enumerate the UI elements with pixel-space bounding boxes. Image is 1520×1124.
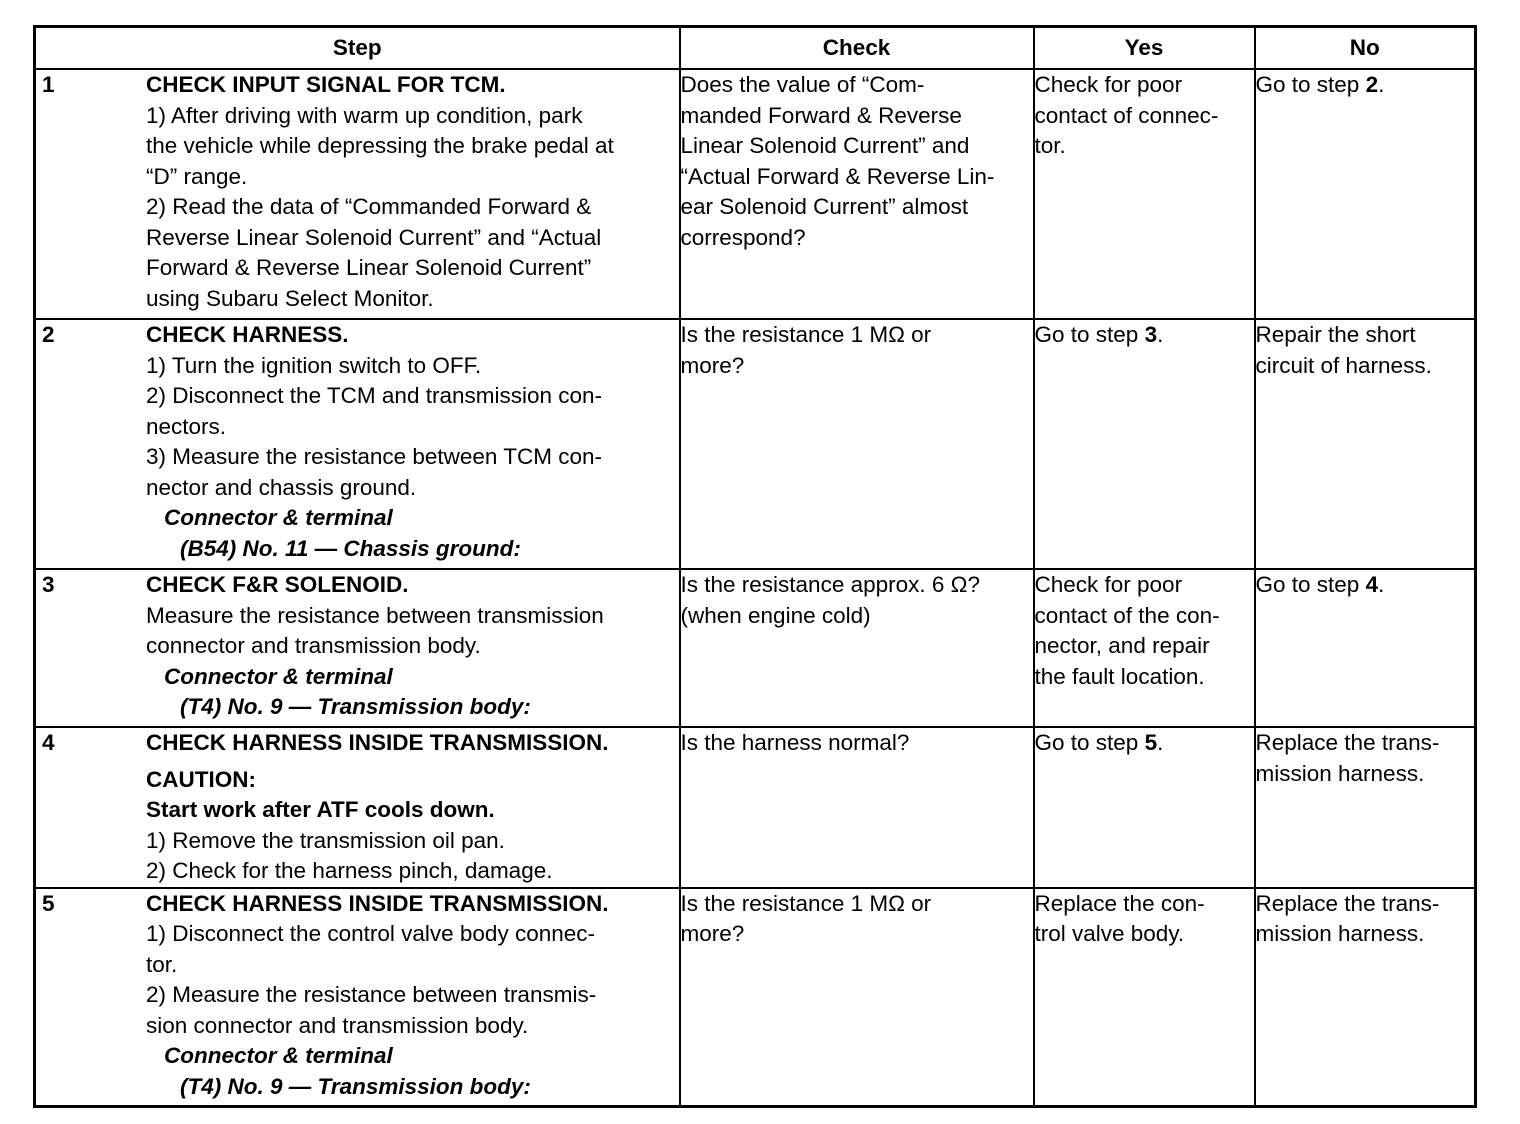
table-row <box>35 569 1476 727</box>
step-line: 1) Turn the ignition switch to OFF. <box>146 352 482 378</box>
goto-suffix: . <box>1378 72 1385 97</box>
no-cell <box>1255 888 1476 1107</box>
step-line: 1) After driving with warm up condition, park <box>146 102 583 128</box>
step-cell <box>35 69 680 319</box>
step-title: CHECK HARNESS INSIDE TRANSMISSION. <box>146 890 609 916</box>
yes-cell <box>1034 569 1255 727</box>
yes-line: Check for poor <box>1034 72 1183 97</box>
check-cell <box>680 69 1034 319</box>
yes-cell <box>1034 727 1255 888</box>
no-cell <box>1255 569 1476 727</box>
step-line: sion connector and transmission body. <box>146 1012 529 1038</box>
header-step: Step <box>35 27 680 70</box>
step-number: 3 <box>42 572 55 597</box>
no-goto <box>1256 70 1475 101</box>
no-cell <box>1255 319 1476 569</box>
step-line: Measure the resistance between transmission <box>146 602 604 628</box>
goto-text: Go to step <box>1034 322 1145 347</box>
goto-suffix: . <box>1157 322 1164 347</box>
yes-line: nector, and repair <box>1034 633 1210 658</box>
spec-value: (T4) No. 9 — Transmission body: <box>180 1073 531 1099</box>
check-cell <box>680 569 1034 727</box>
step-title: CHECK HARNESS. <box>146 322 349 347</box>
yes-cell <box>1034 69 1255 319</box>
header-yes: Yes <box>1034 27 1255 70</box>
step-line: connector and transmission body. <box>146 633 481 658</box>
check-line: Is the harness normal? <box>680 730 910 755</box>
table-row <box>35 319 1476 569</box>
step-line: 2) Disconnect the TCM and transmission con- <box>146 383 603 408</box>
yes-line: trol valve body. <box>1034 921 1185 946</box>
no-cell <box>1255 727 1476 888</box>
yes-line: contact of the con- <box>1034 602 1220 628</box>
check-cell <box>680 319 1034 569</box>
step-line: “D” range. <box>146 163 248 189</box>
header-row <box>35 27 1476 70</box>
step-title: CHECK F&R SOLENOID. <box>146 572 409 597</box>
step-cell <box>35 727 680 888</box>
goto-step-number: 2 <box>1365 72 1379 97</box>
no-line: mission harness. <box>1255 760 1425 786</box>
step-number: 4 <box>42 730 55 755</box>
yes-line: tor. <box>1034 133 1066 158</box>
spec-label: Connector & terminal <box>164 663 393 689</box>
yes-goto <box>1035 728 1254 759</box>
step-cell <box>35 569 680 727</box>
step-title: CHECK INPUT SIGNAL FOR TCM. <box>146 72 506 97</box>
no-goto <box>1256 570 1475 601</box>
header-check: Check <box>680 27 1034 70</box>
yes-line: contact of connec- <box>1034 102 1219 128</box>
step-line: nectors. <box>146 413 227 439</box>
table-row <box>35 727 1476 888</box>
yes-goto <box>1035 320 1254 351</box>
step-line: 3) Measure the resistance between TCM con- <box>146 444 603 469</box>
check-line: (when engine cold) <box>680 602 871 628</box>
yes-line: the fault location. <box>1034 663 1205 689</box>
step-line: using Subaru Select Monitor. <box>146 285 434 311</box>
goto-step-number: 4 <box>1365 572 1379 597</box>
check-line: correspond? <box>680 224 806 250</box>
header-no: No <box>1255 27 1476 70</box>
yes-cell <box>1034 319 1255 569</box>
goto-text: Go to step <box>1255 72 1366 97</box>
check-line: “Actual Forward & Reverse Lin- <box>680 163 995 189</box>
step-number: 1 <box>42 72 55 97</box>
diagnostic-table <box>33 25 1477 1108</box>
table-row <box>35 69 1476 319</box>
step-line: 2) Measure the resistance between transmis- <box>146 982 597 1007</box>
yes-line: Replace the con- <box>1034 890 1205 916</box>
spec-value: (T4) No. 9 — Transmission body: <box>180 694 531 719</box>
check-line: Does the value of “Com- <box>680 72 925 97</box>
yes-cell <box>1034 888 1255 1107</box>
no-line: Repair the short <box>1255 322 1416 347</box>
step-line: 1) Remove the transmission oil pan. <box>146 827 505 853</box>
step-number: 5 <box>42 890 55 916</box>
no-line: mission harness. <box>1255 921 1425 946</box>
check-line: more? <box>680 352 745 378</box>
no-line: Replace the trans- <box>1255 890 1440 916</box>
check-line: Is the resistance approx. 6 Ω? <box>680 572 980 597</box>
check-line: Is the resistance 1 MΩ or <box>680 322 932 347</box>
step-cell <box>35 888 680 1107</box>
goto-suffix: . <box>1378 572 1385 597</box>
step-line: Reverse Linear Solenoid Current” and “Actual <box>146 224 602 250</box>
caution-text: Start work after ATF cools down. <box>146 797 495 822</box>
yes-line: Check for poor <box>1034 572 1183 597</box>
goto-step-number: 5 <box>1144 730 1158 755</box>
step-line: the vehicle while depressing the brake pedal at <box>146 133 614 158</box>
check-line: manded Forward & Reverse <box>680 102 962 128</box>
spec-label: Connector & terminal <box>164 1043 393 1068</box>
check-cell <box>680 727 1034 888</box>
spec-label: Connector & terminal <box>164 505 393 530</box>
step-line: tor. <box>146 951 178 977</box>
goto-text: Go to step <box>1255 572 1366 597</box>
goto-suffix: . <box>1157 730 1164 755</box>
spec-value: (B54) No. 11 — Chassis ground: <box>180 535 521 561</box>
step-line: 1) Disconnect the control valve body connec- <box>146 921 595 946</box>
caution-label: CAUTION: <box>146 766 256 792</box>
step-title: CHECK HARNESS INSIDE TRANSMISSION. <box>146 730 609 755</box>
step-line: nector and chassis ground. <box>146 474 417 500</box>
goto-text: Go to step <box>1034 730 1145 755</box>
no-line: Replace the trans- <box>1255 730 1440 755</box>
table-row <box>35 888 1476 1107</box>
check-line: Is the resistance 1 MΩ or <box>680 890 932 916</box>
check-line: ear Solenoid Current” almost <box>680 194 969 219</box>
step-line: 2) Read the data of “Commanded Forward & <box>146 194 592 219</box>
no-line: circuit of harness. <box>1255 352 1432 378</box>
step-line: 2) Check for the harness pinch, damage. <box>146 858 553 883</box>
step-line: Forward & Reverse Linear Solenoid Current” <box>146 255 592 280</box>
no-cell <box>1255 69 1476 319</box>
goto-step-number: 3 <box>1144 322 1158 347</box>
step-cell <box>35 319 680 569</box>
check-line: more? <box>680 921 745 946</box>
check-cell <box>680 888 1034 1107</box>
check-line: Linear Solenoid Current” and <box>680 133 970 158</box>
step-number: 2 <box>42 322 55 347</box>
